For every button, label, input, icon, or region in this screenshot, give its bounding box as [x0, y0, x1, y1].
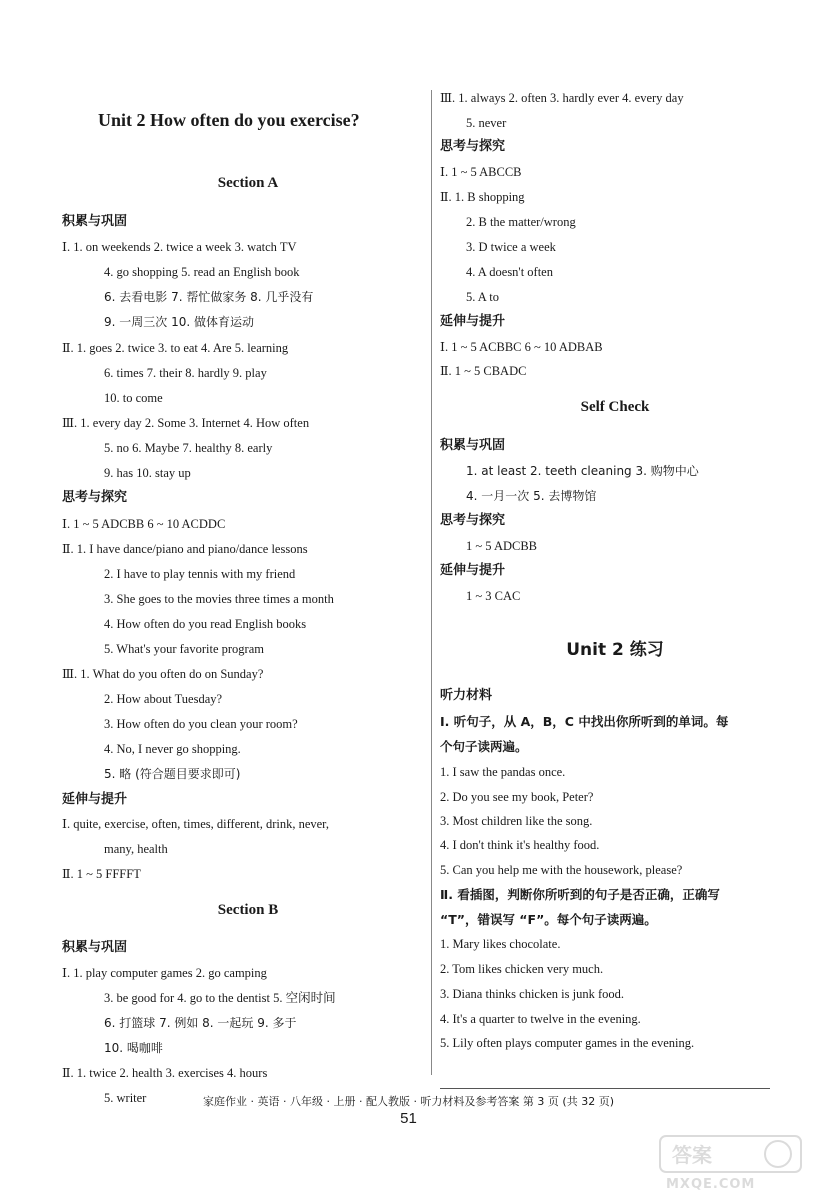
answer-line: Ⅱ. 1 ~ 5 FFFFT [62, 867, 141, 881]
answer-line: 5. What's your favorite program [104, 642, 264, 656]
instruction-line: 个句子读两遍。 [440, 739, 528, 754]
answer-line: 4. How often do you read English books [104, 617, 307, 631]
page-footer: 家庭作业 · 英语 · 八年级 · 上册 · 配人教版 · 听力材料及参考答案 第 3 页 (共 32 页) [202, 1095, 614, 1108]
answer-line: 9. has 10. stay up [104, 466, 191, 480]
answer-line: Ⅰ. 1 ~ 5 ACBBC 6 ~ 10 ADBAB [440, 340, 603, 354]
answer-line: 4. 一月一次 5. 去博物馆 [466, 489, 597, 503]
answer-line: Ⅱ. 1. goes 2. twice 3. to eat 4. Are 5. learning [62, 341, 289, 355]
answer-line: 3. be good for 4. go to the dentist 5. 空闲时间 [104, 991, 336, 1005]
answer-line: 2. B the matter/wrong [466, 215, 576, 229]
heading-think-explore-c: 思考与探究 [440, 513, 506, 528]
answer-line: 1 ~ 5 ADCBB [466, 539, 538, 553]
script-line: 2. Do you see my book, Peter? [440, 790, 594, 804]
script-line: 3. Diana thinks chicken is junk food. [440, 987, 624, 1001]
answer-line: 6. 去看电影 7. 帮忙做家务 8. 几乎没有 [104, 290, 314, 304]
heading-consolidate-c: 积累与巩固 [440, 438, 506, 453]
script-line: 5. Can you help me with the housework, please? [440, 863, 683, 877]
column-divider [431, 90, 432, 1075]
answer-line: Ⅰ. 1. play computer games 2. go camping [62, 966, 267, 980]
svg-text:MXQE.COM: MXQE.COM [666, 1177, 756, 1192]
svg-text:答案: 答案 [672, 1143, 712, 1167]
answer-line: 1 ~ 3 CAC [466, 589, 521, 603]
answer-line: 5. writer [104, 1091, 147, 1105]
answer-line: 2. I have to play tennis with my friend [104, 567, 296, 581]
answer-line: Ⅲ. 1. every day 2. Some 3. Internet 4. How often [62, 416, 310, 430]
answer-line: 3. D twice a week [466, 240, 556, 254]
answer-line: Ⅰ. 1. on weekends 2. twice a week 3. watch TV [62, 240, 297, 254]
answer-line: Ⅰ. quite, exercise, often, times, different, drink, never, [62, 817, 329, 831]
script-line: 5. Lily often plays computer games in the evening. [440, 1036, 695, 1050]
answer-line: 10. 喝咖啡 [104, 1041, 163, 1055]
answer-line: 5. A to [466, 290, 499, 304]
heading-listening: 听力材料 [440, 688, 493, 703]
instruction-line: “T”，错误写 “F”。每个句子读两遍。 [440, 912, 657, 927]
answer-line: 4. A doesn't often [466, 265, 553, 279]
answer-line: Ⅱ. 1. twice 2. health 3. exercises 4. hours [62, 1066, 268, 1080]
script-line: 2. Tom likes chicken very much. [440, 962, 604, 976]
heading-think-explore-b: 思考与探究 [440, 139, 506, 154]
heading-consolidate-b: 积累与巩固 [62, 940, 128, 955]
answer-line: 4. No, I never go shopping. [104, 742, 241, 756]
answer-line: many, health [104, 842, 168, 856]
answer-line: 1. at least 2. teeth cleaning 3. 购物中心 [466, 464, 699, 478]
answer-line: Ⅲ. 1. What do you often do on Sunday? [62, 667, 264, 681]
script-line: 3. Most children like the song. [440, 814, 593, 828]
heading-consolidate-a: 积累与巩固 [62, 214, 128, 229]
answer-line: Ⅰ. 1 ~ 5 ABCCB [440, 165, 522, 179]
page-number: 51 [400, 1110, 417, 1127]
answer-line: Ⅱ. 1. I have dance/piano and piano/dance lessons [62, 542, 308, 556]
answer-line: 5. 略 (符合题目要求即可) [104, 767, 241, 781]
script-line: 1. I saw the pandas once. [440, 765, 566, 779]
answer-line: 3. She goes to the movies three times a month [104, 592, 334, 606]
section-a-title: Section A [217, 175, 279, 191]
self-check-title: Self Check [580, 399, 650, 415]
answer-line: 5. never [466, 116, 507, 130]
heading-extend-c: 延伸与提升 [440, 563, 506, 578]
heading-extend-a: 延伸与提升 [62, 792, 128, 807]
answer-line: Ⅲ. 1. always 2. often 3. hardly ever 4. every day [440, 91, 684, 105]
script-line: 4. It's a quarter to twelve in the evening. [440, 1012, 641, 1026]
section-b-title: Section B [217, 902, 279, 918]
instruction-line: Ⅱ. 看插图，判断你所听到的句子是否正确，正确写 [440, 887, 720, 902]
footer-rule [440, 1088, 770, 1089]
answer-line: 10. to come [104, 391, 163, 405]
instruction-line: Ⅰ. 听句子，从 A，B，C 中找出你所听到的单词。每 [440, 714, 729, 729]
answer-line: 6. times 7. their 8. hardly 9. play [104, 366, 267, 380]
heading-think-explore-a: 思考与探究 [62, 490, 128, 505]
answer-line: Ⅱ. 1 ~ 5 CBADC [440, 364, 527, 378]
watermark-logo [658, 1134, 803, 1192]
answer-line: 9. 一周三次 10. 做体育运动 [104, 315, 254, 329]
answer-line: 3. How often do you clean your room? [104, 717, 298, 731]
answer-line: 6. 打篮球 7. 例如 8. 一起玩 9. 多于 [104, 1016, 297, 1030]
answer-line: 2. How about Tuesday? [104, 692, 223, 706]
script-line: 1. Mary likes chocolate. [440, 937, 561, 951]
unit-title: Unit 2 How often do you exercise? [98, 110, 360, 130]
unit2-practice-title: Unit 2 练习 [566, 640, 664, 660]
answer-line: Ⅱ. 1. B shopping [440, 190, 525, 204]
heading-extend-b: 延伸与提升 [440, 314, 506, 329]
script-line: 4. I don't think it's healthy food. [440, 838, 600, 852]
answer-line: 4. go shopping 5. read an English book [104, 265, 300, 279]
answer-line: Ⅰ. 1 ~ 5 ADCBB 6 ~ 10 ACDDC [62, 517, 226, 531]
answer-line: 5. no 6. Maybe 7. healthy 8. early [104, 441, 273, 455]
